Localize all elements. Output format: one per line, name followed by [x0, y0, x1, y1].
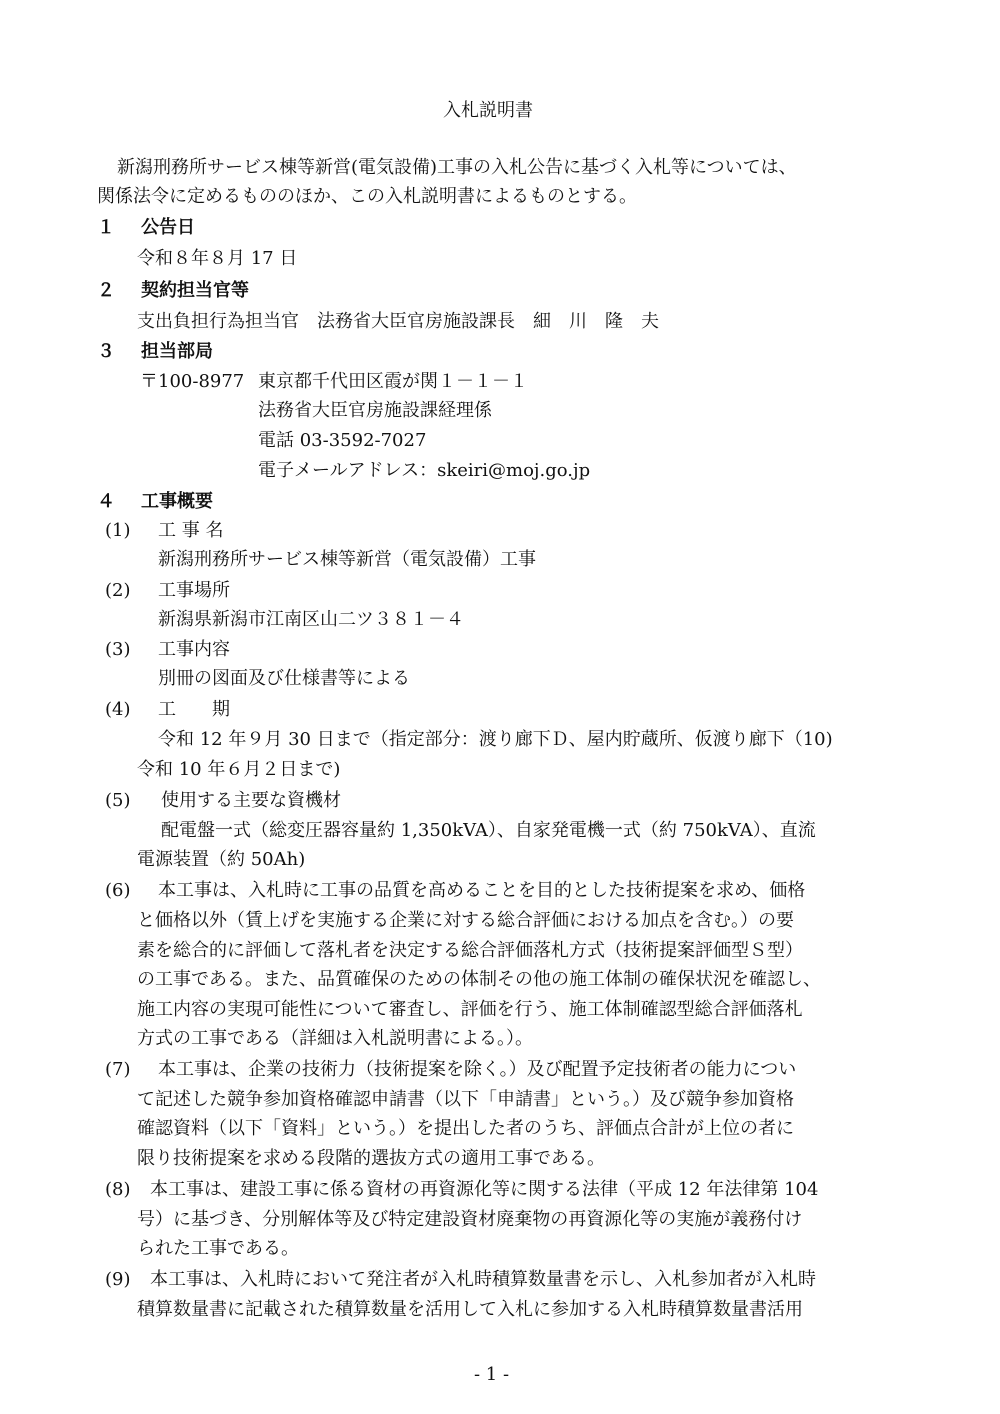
item-9-label: (9) — [105, 1269, 131, 1290]
item-7-body-line: 確認資料（以下「資料」という。）を提出した者のうち、評価点合計が上位の者に — [137, 1118, 794, 1139]
section-number: ３ — [97, 341, 115, 362]
section-3-heading — [97, 339, 213, 365]
item-8-label: (8) — [105, 1179, 131, 1200]
item-1-label: (1) — [105, 520, 131, 541]
item-5-body-line: 配電盤一式（総変圧器容量約 1,350kVA）、自家発電機一式（約 750kVA）、直流 — [161, 820, 816, 841]
section-title: 契約担当官等 — [141, 280, 249, 301]
section-title: 公告日 — [141, 217, 195, 238]
department: 法務省大臣官房施設課経理係 — [258, 400, 492, 421]
item-6-label: (6) — [105, 880, 131, 901]
item-7-body-line: て記述した競争参加資格確認申請書（以下「申請書」という。）及び競争参加資格 — [137, 1089, 794, 1110]
section-number: １ — [97, 217, 115, 238]
intro-line-2: 関係法令に定めるもののほか、この入札説明書によるものとする。 — [97, 186, 637, 207]
email: 電子メールアドレス：skeiri@moj.go.jp — [258, 460, 591, 481]
item-4-body-line: 令和 10 年６月２日まで) — [137, 759, 341, 780]
section-number: ４ — [97, 491, 115, 512]
item-4-title: 工 期 — [158, 699, 230, 720]
section-4-heading — [97, 489, 213, 515]
item-8-body-line: られた工事である。 — [137, 1238, 299, 1259]
item-2-label: (2) — [105, 580, 131, 601]
item-4-body-line: 令和 12 年９月 30 日まで（指定部分：渡り廊下Ｄ、屋内貯蔵所、仮渡り廊下（10) — [158, 729, 833, 750]
address: 東京都千代田区霞が関１－１－１ — [258, 371, 528, 392]
item-6-body-line: と価格以外（賃上げを実施する企業に対する総合評価における加点を含む。）の要 — [137, 910, 794, 931]
item-1-title: 工 事 名 — [158, 520, 224, 541]
item-5-label: (5) — [105, 790, 131, 811]
item-7-body-line: 限り技術提案を求める段階的選抜方式の適用工事である。 — [137, 1148, 605, 1169]
item-5-body-line: 電源装置（約 50Ah) — [137, 849, 306, 870]
item-3-title: 工事内容 — [158, 639, 230, 660]
item-2-body: 新潟県新潟市江南区山二ツ３８１－４ — [158, 609, 464, 630]
item-5-title: 使用する主要な資機材 — [161, 790, 341, 811]
section-1-heading — [97, 215, 195, 241]
item-6-body-line: 施工内容の実現可能性について審査し、評価を行う、施工体制確認型総合評価落札 — [137, 999, 803, 1020]
item-6-body-line: の工事である。また、品質確保のための体制その他の施工体制の確保状況を確認し、 — [137, 969, 821, 990]
item-8-body-line: 本工事は、建設工事に係る資材の再資源化等に関する法律（平成 12 年法律第 104 — [150, 1179, 819, 1200]
document-title: 入札説明書 — [443, 100, 533, 121]
postal-code: 〒100-8977 — [140, 371, 245, 392]
intro-line-1: 新潟刑務所サービス棟等新営(電気設備)工事の入札公告に基づく入札等については、 — [117, 157, 797, 178]
telephone: 電話 03-3592-7027 — [258, 430, 427, 451]
item-6-body-line: 本工事は、入札時に工事の品質を高めることを目的とした技術提案を求め、価格 — [158, 880, 806, 901]
section-2-heading — [97, 278, 249, 304]
item-2-title: 工事場所 — [158, 580, 230, 601]
item-9-body-line: 積算数量書に記載された積算数量を活用して入札に参加する入札時積算数量書活用 — [137, 1299, 803, 1320]
item-4-label: (4) — [105, 699, 131, 720]
page-number: - 1 - — [474, 1364, 510, 1385]
section-title: 担当部局 — [141, 341, 213, 362]
item-8-body-line: 号）に基づき、分別解体等及び特定建設資材廃棄物の再資源化等の実施が義務付け — [137, 1209, 803, 1230]
item-7-label: (7) — [105, 1059, 131, 1080]
section-title: 工事概要 — [141, 491, 213, 512]
item-3-body: 別冊の図面及び仕様書等による — [158, 668, 410, 689]
item-3-label: (3) — [105, 639, 131, 660]
item-1-body: 新潟刑務所サービス棟等新営（電気設備）工事 — [158, 549, 536, 570]
item-9-body-line: 本工事は、入札時において発注者が入札時積算数量書を示し、入札参加者が入札時 — [150, 1269, 816, 1290]
item-6-body-line: 素を総合的に評価して落札者を決定する総合評価落札方式（技術提案評価型Ｓ型） — [137, 940, 803, 961]
item-6-body-line: 方式の工事である（詳細は入札説明書による。）。 — [137, 1028, 533, 1049]
publication-date: 令和８年８月 17 日 — [137, 248, 298, 269]
item-7-body-line: 本工事は、企業の技術力（技術提案を除く。）及び配置予定技術者の能力につい — [158, 1059, 797, 1080]
contract-officer: 支出負担行為担当官 法務省大臣官房施設課長 細 川 隆 夫 — [137, 311, 659, 332]
section-number: ２ — [97, 280, 115, 301]
